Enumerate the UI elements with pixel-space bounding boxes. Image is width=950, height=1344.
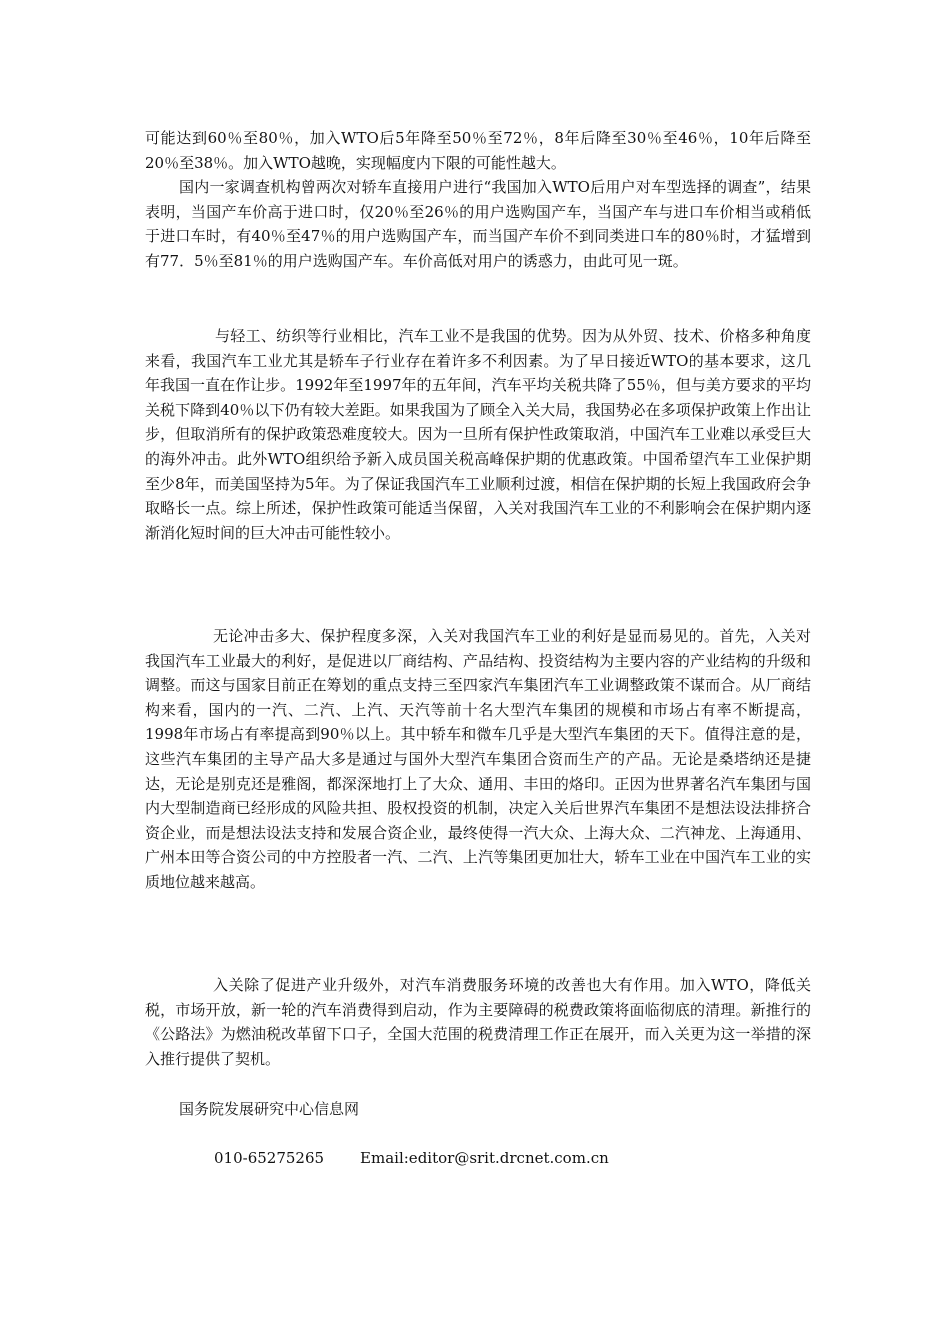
contact-line: [214, 1146, 609, 1170]
paragraph-4: 无论冲击多大、保护程度多深，入关对我国汽车工业的利好是显而易见的。首先，入关对我国汽车工业最大的利好，是促进以厂商结构、产品结构、投资结构为主要内容的产业结构的升级和调整。而这与国家目前正在筹划的重点支持三至四家汽车集团汽车工业调整政策不谋而合。从厂商结构来看，国内的一汽、二汽、上汽、天汽等前十名大型汽车集团的规模和市场占有率不断提高，1998年市场占有率提高到90％以上。其中轿车和微车几乎是大型汽车集团的天下。值得注意的是，这些汽车集团的主导产品大多是通过与国外大型汽车集团合资而生产的产品。无论是桑塔纳还是捷达，无论是别克还是雅阁，都深深地打上了大众、通用、丰田的烙印。正因为世界著名汽车集团与国内大型制造商已经形成的风险共担、股权投资的机制，决定入关后世界汽车集团不是想法设法排挤合资企业，而是想法设法支持和发展合资企业，最终使得一汽大众、上海大众、二汽神龙、上海通用、广州本田等合资公司的中方控股者一汽、二汽、上汽等集团更加壮大，轿车工业在中国汽车工业的实质地位越来越高。: [145, 627, 811, 891]
paragraph-3: 与轻工、纺织等行业相比，汽车工业不是我国的优势。因为从外贸、技术、价格多种角度来看，我国汽车工业尤其是轿车子行业存在着许多不利因素。为了早日接近WTO的基本要求，这几年我国一直在作让步。1992年至1997年的五年间，汽车平均关税共降了55％，但与美方要求的平均关税下降到40％以下仍有较大差距。如果我国为了顾全入关大局，我国势必在多项保护政策上作出让步，但取消所有的保护政策恐难度较大。因为一旦所有保护性政策取消，中国汽车工业难以承受巨大的海外冲击。此外WTO组织给予新入成员国关税高峰保护期的优惠政策。中国希望汽车工业保护期至少8年，而美国坚持为5年。为了保证我国汽车工业顺利过渡，相信在保护期的长短上我国政府会争取略长一点。综上所述，保护性政策可能适当保留，入关对我国汽车工业的不利影响会在保护期内逐渐消化短时间的巨大冲击可能性较小。: [145, 327, 811, 542]
source-line: 国务院发展研究中心信息网: [179, 1100, 360, 1118]
paragraph-2: 国内一家调查机构曾两次对轿车直接用户进行“我国加入WTO后用户对车型选择的调查”，结果表明，当国产车价高于进口时，仅20％至26％的用户选购国产车，当国产车与进口车价相当或稍低于进口车时，有40％至47％的用户选购国产车，而当国产车价不到同类进口车的80％时，才猛增到有77．5％至81％的用户选购国产车。车价高低对用户的诱惑力，由此可见一斑。: [145, 178, 811, 270]
phone-number: 010-65275265: [214, 1149, 325, 1167]
email-address: Email:editor@srit.drcnet.com.cn: [360, 1149, 609, 1167]
paragraph-1: 可能达到60％至80％，加入WTO后5年降至50％至72％，8年后降至30％至46％，10年后降至20％至38％。加入WTO越晚，实现幅度内下限的可能性越大。: [145, 129, 811, 172]
paragraph-5: 入关除了促进产业升级外，对汽车消费服务环境的改善也大有作用。加入WTO，降低关税，市场开放，新一轮的汽车消费得到启动，作为主要障碍的税费政策将面临彻底的清理。新推行的《公路法》为燃油税改革留下口子，全国大范围的税费清理工作正在展开，而入关更为这一举措的深入推行提供了契机。: [145, 976, 811, 1068]
